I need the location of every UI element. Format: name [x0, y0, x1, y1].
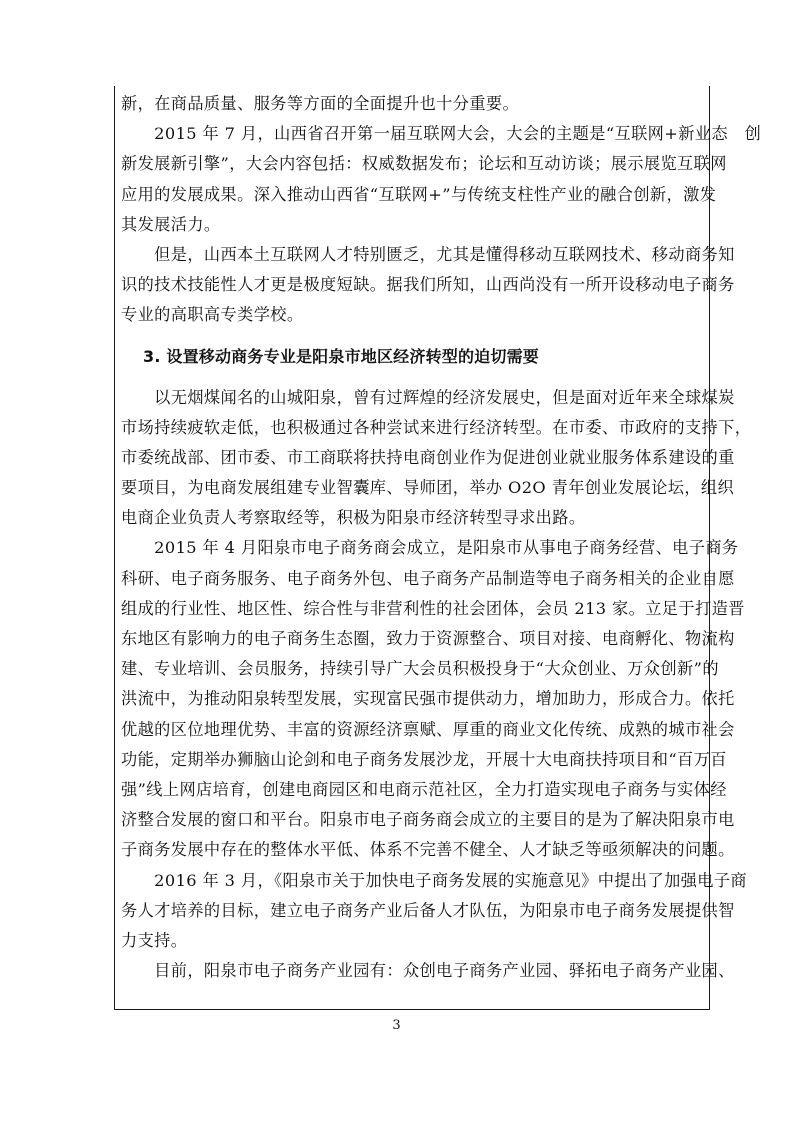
text-line: 新发展新引擎”，大会内容包括：权威数据发布；论坛和互动访谈；展示展览互联网	[121, 154, 727, 174]
text-line: 专业的高职高专类学校。	[121, 305, 304, 325]
text-line: 科研、电子商务服务、电子商务外包、电子商务产品制造等电子商务相关的企业自愿	[121, 568, 735, 588]
text-line: 优越的区位地理优势、丰富的资源经济禀赋、厚重的商业文化传统、成熟的城市社会	[121, 719, 735, 739]
text-line: 目前，阳泉市电子商务产业园有：众创电子商务产业园、驿拓电子商务产业园、	[121, 961, 735, 981]
text-line: 东地区有影响力的电子商务生态圈，致力于资源整合、项目对接、电商孵化、物流构	[121, 629, 735, 648]
text-line: 要项目，为电商发展组建专业智囊库、导师团，举办 O2O 青年创业发展论坛，组织	[121, 478, 735, 498]
text-line: 应用的发展成果。深入推动山西省“互联网+”与传统支柱性产业的融合创新，激发	[121, 184, 717, 204]
text-line: 以无烟煤闻名的山城阳泉，曾有过辉煌的经济发展史，但是面对近年来全球煤炭	[121, 387, 735, 407]
text-line: 务人才培养的目标，建立电子商务产业后备人才队伍，为阳泉市电子商务发展提供智	[121, 900, 735, 920]
text-line: 电商企业负责人考察取经等，积极为阳泉市经济转型寻求出路。	[121, 508, 586, 528]
text-line: 济整合发展的窗口和平台。阳泉市电子商务商会成立的主要目的是为了解决阳泉市电	[121, 810, 735, 830]
paragraph-3	[121, 240, 735, 331]
text-line: 但是，山西本土互联网人才特别匮乏，尤其是懂得移动互联网技术、移动商务知	[121, 244, 735, 264]
paragraph-1	[121, 89, 703, 119]
paragraph-4	[121, 383, 752, 534]
text-line: 建、专业培训、会员服务，持续引导广大会员积极投身于“大众创业、万众创新”的	[121, 659, 719, 679]
text-line: 子商务发展中存在的整体水平低、体系不完善不健全、人才缺乏等亟须解决的问题。	[121, 840, 735, 860]
document-body	[121, 86, 762, 986]
text-line: 力支持。	[121, 930, 188, 950]
text-line: 市委统战部、团市委、市工商联将扶持电商创业作为促进创业就业服务体系建设的重	[121, 447, 735, 467]
section-heading: 3. 设置移动商务专业是阳泉市地区经济转型的迫切需要	[143, 346, 539, 366]
text-line: 组成的行业性、地区性、综合性与非营利性的社会团体，会员 213 家。立足于打造晋	[121, 598, 745, 618]
text-line: 功能，定期举办狮脑山论剑和电子商务发展沙龙，开展十大电商扶持项目和“百万百	[121, 749, 727, 769]
page-number: 3	[392, 1018, 401, 1033]
text-line: 识的技术技能性人才更是极度短缺。据我们所知，山西尚没有一所开设移动电子商务	[121, 275, 735, 295]
text-line: 新，在商品质量、服务等方面的全面提升也十分重要。	[121, 94, 520, 113]
text-line: 2015 年 4 月阳泉市电子商务商会成立，是阳泉市从事电子商务经营、电子商务	[121, 538, 739, 558]
text-line: 强”线上网店培育，创建电商园区和电商示范社区，全力打造实现电子商务与实体经	[121, 779, 727, 799]
paragraph-5	[121, 533, 745, 865]
text-line: 2015 年 7 月，山西省召开第一届互联网大会，大会的主题是“互联网+新业态 创	[121, 124, 762, 144]
text-line: 市场持续疲软走低，也积极通过各种尝试来进行经济转型。在市委、市政府的支持下，	[121, 417, 752, 437]
paragraph-2	[121, 119, 762, 240]
paragraph-7	[121, 956, 735, 986]
paragraph-6	[121, 866, 748, 957]
text-line: 2016 年 3 月，《阳泉市关于加快电子商务发展的实施意见》中提出了加强电子商	[121, 870, 748, 890]
text-line: 洪流中，为推动阳泉转型发展，实现富民强市提供动力，增加助力，形成合力。依托	[121, 689, 735, 709]
text-line: 其发展活力。	[121, 214, 221, 234]
